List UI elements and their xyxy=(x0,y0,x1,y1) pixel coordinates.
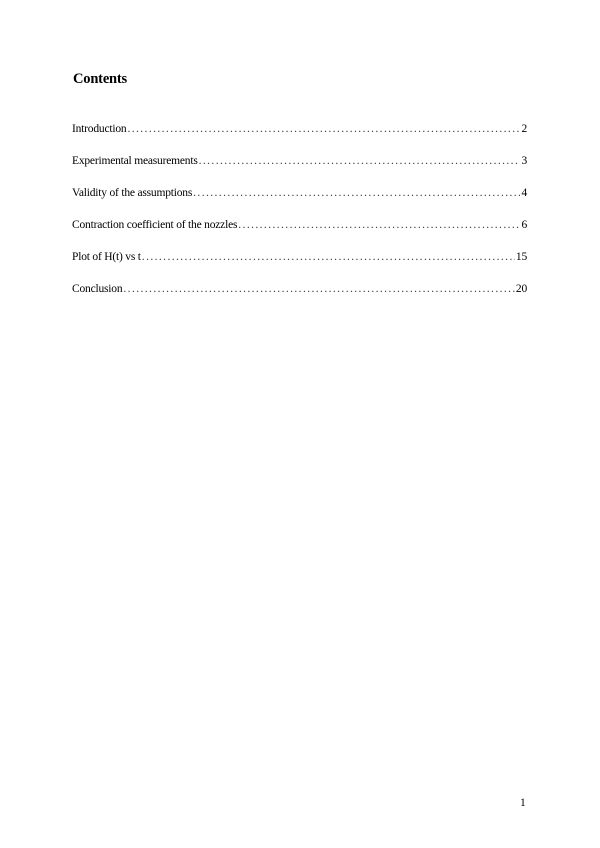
dot-leader xyxy=(123,283,515,295)
dot-leader xyxy=(142,251,515,263)
toc-entry-page: 3 xyxy=(521,155,527,167)
toc-entry-experimental-measurements[interactable] xyxy=(72,155,527,187)
toc-entry-label: Experimental measurements xyxy=(72,155,198,167)
toc-entry-contraction-coefficient[interactable] xyxy=(72,219,527,251)
toc-entry-label: Plot of H(t) vs t xyxy=(72,251,141,263)
contents-heading: Contents xyxy=(73,71,127,87)
table-of-contents xyxy=(72,123,527,315)
dot-leader xyxy=(238,219,520,231)
dot-leader xyxy=(199,155,521,167)
toc-entry-page: 20 xyxy=(515,283,527,295)
toc-entry-page: 6 xyxy=(521,219,527,231)
dot-leader xyxy=(127,123,520,135)
toc-entry-label: Conclusion xyxy=(72,283,123,295)
toc-entry-plot-h-vs-t[interactable] xyxy=(72,251,527,283)
toc-entry-conclusion[interactable] xyxy=(72,283,527,315)
page-number: 1 xyxy=(520,797,526,809)
toc-entry-label: Introduction xyxy=(72,123,127,135)
toc-entry-label: Validity of the assumptions xyxy=(72,187,193,199)
dot-leader xyxy=(193,187,520,199)
toc-entry-page: 15 xyxy=(515,251,527,263)
toc-entry-label: Contraction coefficient of the nozzles xyxy=(72,219,238,231)
toc-entry-validity-of-assumptions[interactable] xyxy=(72,187,527,219)
toc-entry-introduction[interactable] xyxy=(72,123,527,155)
toc-entry-page: 4 xyxy=(521,187,527,199)
toc-entry-page: 2 xyxy=(521,123,527,135)
